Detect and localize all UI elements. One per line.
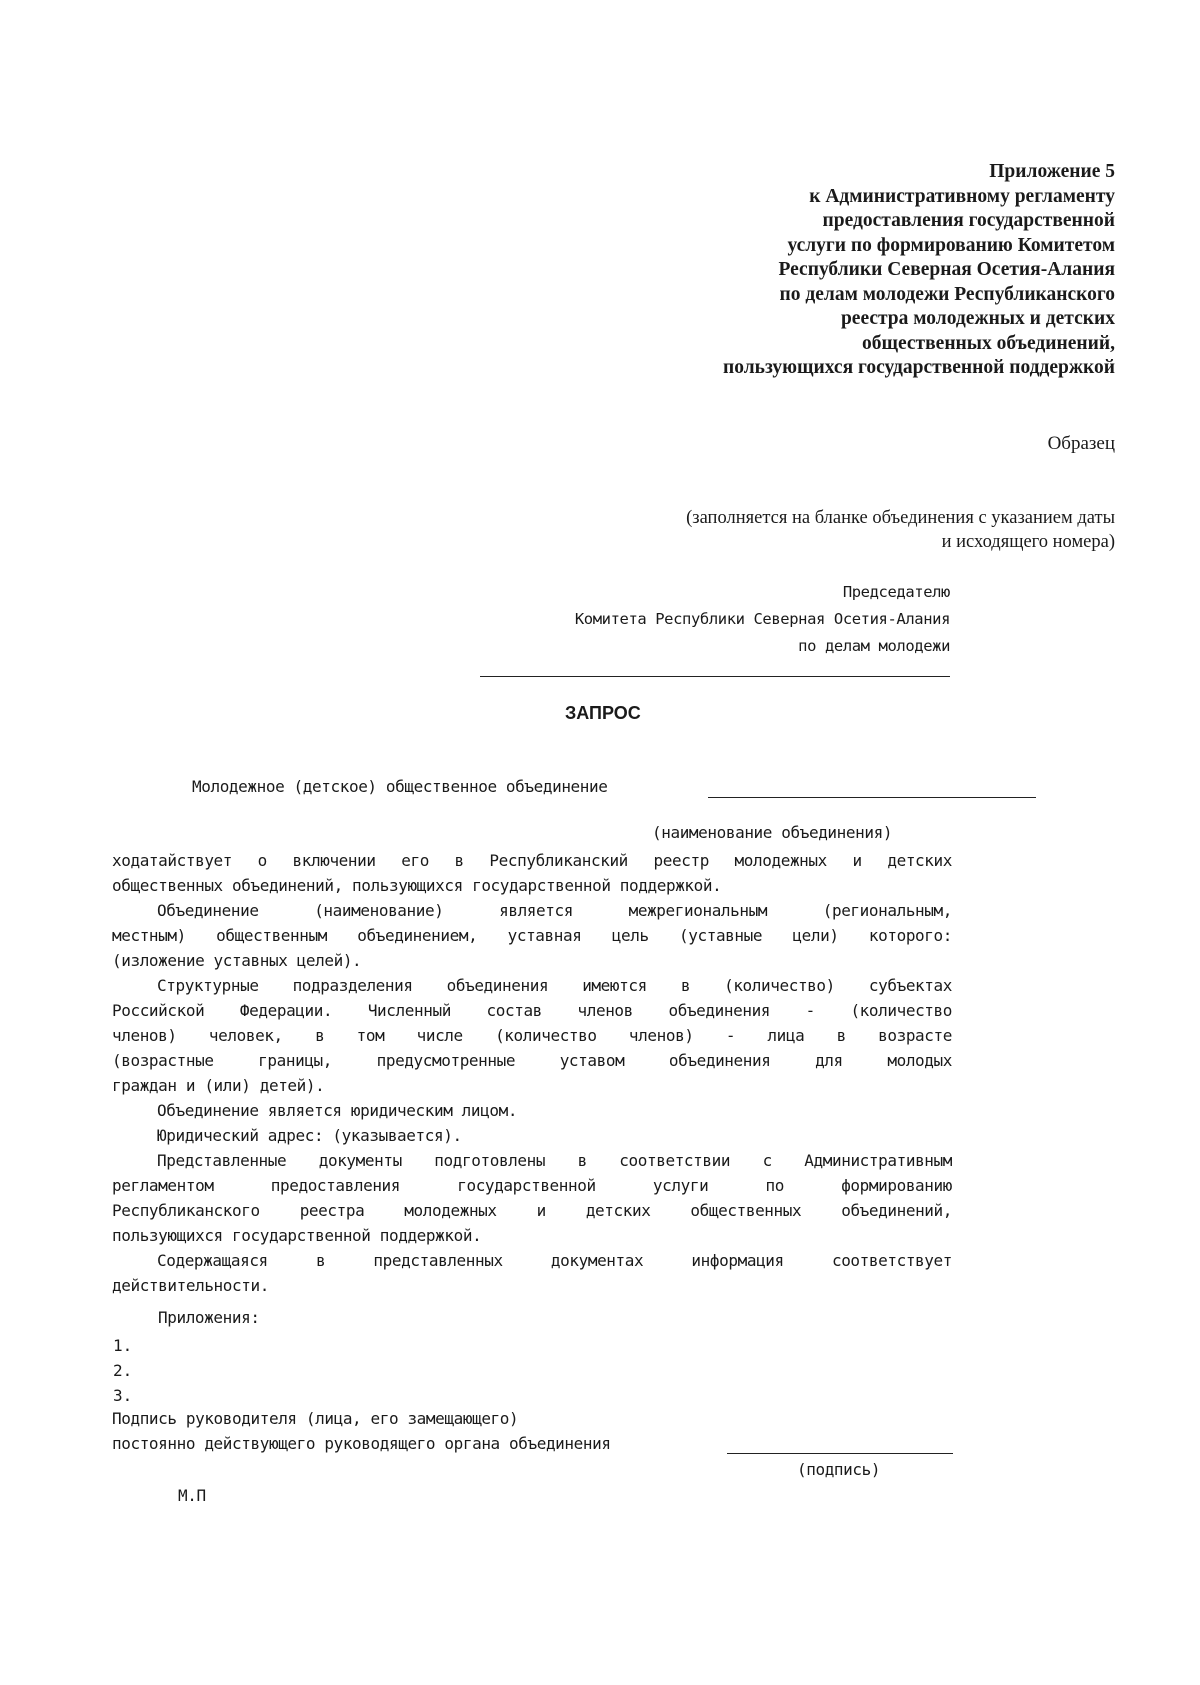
addressee-underline (480, 676, 950, 677)
fill-note (686, 506, 1115, 554)
header-line: к Административному регламенту (809, 185, 1115, 207)
list-item: 2. (113, 1361, 133, 1380)
signature-blank-line (727, 1453, 953, 1454)
addressee-line: по делам молодежи (798, 637, 950, 655)
header-line: реестра молодежных и детских (840, 308, 1115, 329)
text-line: общественных объединений, пользующихся государственной поддержкой. (112, 876, 722, 895)
text-line: местным) общественным объединением, уставная цель (уставные цели) которого: (112, 926, 952, 945)
header-line: услуги по формированию Комитетом (787, 234, 1115, 256)
signature-caption: (подпись) (797, 1460, 881, 1479)
name-caption: (наименование объединения) (652, 823, 893, 842)
paragraph-structure (112, 973, 952, 1098)
text-line: Юридический адрес: (указывается). (157, 1126, 462, 1145)
text-line: действительности. (112, 1276, 269, 1295)
text-line: граждан и (или) детей). (112, 1076, 325, 1095)
attachments-list (113, 1333, 132, 1408)
addressee-line: Комитета Республики Северная Осетия-Алания (574, 610, 950, 628)
text-line: членов) человек, в том числе (количество членов) - лица в возрасте (112, 1026, 952, 1045)
text-line: Российской Федерации. Численный состав членов объединения - (количество (112, 1001, 952, 1020)
header-line: Приложение 5 (989, 161, 1115, 182)
text-line: пользующихся государственной поддержкой. (112, 1226, 482, 1245)
fill-note-line: (заполняется на бланке объединения с указанием даты (686, 508, 1115, 528)
document-title: ЗАПРОС (565, 703, 641, 723)
paragraph-association-type (112, 898, 952, 973)
text-line: Объединение является юридическим лицом. (157, 1101, 518, 1120)
header-line: Республики Северная Осетия-Алания (778, 259, 1115, 280)
stamp-label: М.П (178, 1486, 206, 1505)
text-line: Структурные подразделения объединения имеются в (количество) субъектах (157, 976, 952, 995)
text-line: ходатайствует о включении его в Республиканский реестр молодежных и детских (112, 851, 952, 870)
header-line: пользующихся государственной поддержкой (722, 357, 1115, 378)
signature-line-2: постоянно действующего руководящего органа объединения (112, 1434, 611, 1453)
text-line: Республиканского реестра молодежных и детских общественных объединений, (112, 1201, 952, 1220)
paragraph-legal-address (112, 1123, 952, 1148)
paragraph-accuracy (112, 1248, 952, 1298)
fill-note-line: и исходящего номера) (941, 532, 1115, 552)
text-line: Представленные документы подготовлены в соответствии с Административным (157, 1151, 952, 1170)
text-line: (возрастные границы, предусмотренные уставом объединения для молодых (112, 1051, 952, 1070)
list-item: 3. (113, 1386, 133, 1405)
text-line: регламентом предоставления государственной услуги по формированию (112, 1176, 952, 1195)
text-line: (изложение уставных целей). (112, 951, 362, 970)
signature-line-1: Подпись руководителя (лица, его замещающего) (112, 1409, 519, 1428)
text-line: Содержащаяся в представленных документах информация соответствует (157, 1251, 952, 1270)
text-line: Объединение (наименование) является межрегиональным (региональным, (157, 901, 952, 920)
header-line: по делам молодежи Республиканского (779, 283, 1115, 305)
list-item: 1. (113, 1336, 133, 1355)
intro-text: Молодежное (детское) общественное объединение (192, 777, 608, 796)
sample-label: Образец (1047, 433, 1115, 454)
paragraph-legal-entity (112, 1098, 952, 1123)
header-line: общественных объединений, (862, 332, 1115, 354)
name-blank-line (708, 797, 1036, 798)
header-line: предоставления государственной (822, 210, 1115, 231)
attachments-label: Приложения: (158, 1308, 260, 1327)
addressee-block (575, 579, 950, 660)
appendix-header (723, 160, 1115, 381)
paragraph-petition (112, 848, 952, 898)
addressee-line: Председателю (842, 583, 950, 601)
paragraph-documents (112, 1148, 952, 1248)
